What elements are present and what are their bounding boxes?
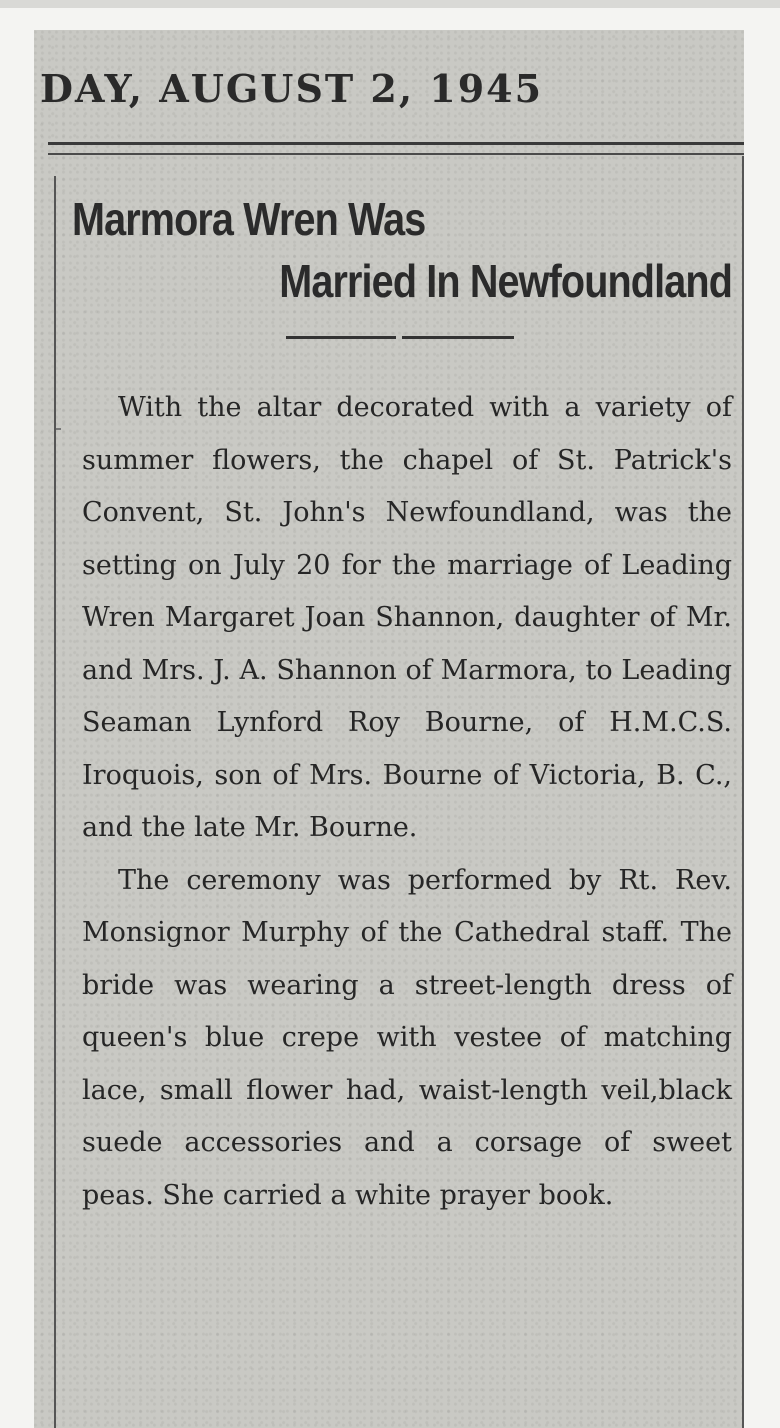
- article-paragraph-2: The ceremony was performed by Rt. Rev. Monsignor Murphy of the Cathedral staff. The bride was wearing a street-length dress of queen's blue crepe with vestee of matching lace, small flower had, waist-length veil,black suede accessories and a corsage of sweet peas. She carried a white prayer book.: [82, 864, 732, 1211]
- headline-divider-left: [286, 336, 396, 339]
- article-paragraph-1: With the altar decorated with a variety of summer flowers, the chapel of St. Patrick's Convent, St. John's Newfoundland, was the setting on July 20 for the marriage of Leading Wren Margaret Joan Shannon, daughter of Mr. and Mrs. J. A. Shannon of Marmora, to Leading Seaman Lynford Roy Bourne, of H.M.C.S. Iroquois, son of Mrs. Bourne of Victoria, B. C., and the late Mr. Bourne.: [82, 392, 732, 843]
- headline-line-1: Marmora Wren Was: [72, 193, 426, 245]
- newspaper-clipping: [34, 30, 744, 1428]
- article-headline: [72, 188, 732, 312]
- masthead-rule-thick: [48, 142, 744, 145]
- headline-divider-right: [402, 336, 514, 339]
- column-rule-left: [54, 176, 56, 1428]
- scanner-bed-edge: [0, 0, 780, 8]
- article-body: [82, 382, 732, 1222]
- column-rule-right: [742, 156, 744, 1428]
- headline-line-2: Married In Newfoundland: [279, 255, 732, 307]
- column-rule-tick: [56, 428, 61, 430]
- dateline: DAY, AUGUST 2, 1945: [40, 66, 544, 111]
- masthead-rule-thin: [48, 153, 744, 155]
